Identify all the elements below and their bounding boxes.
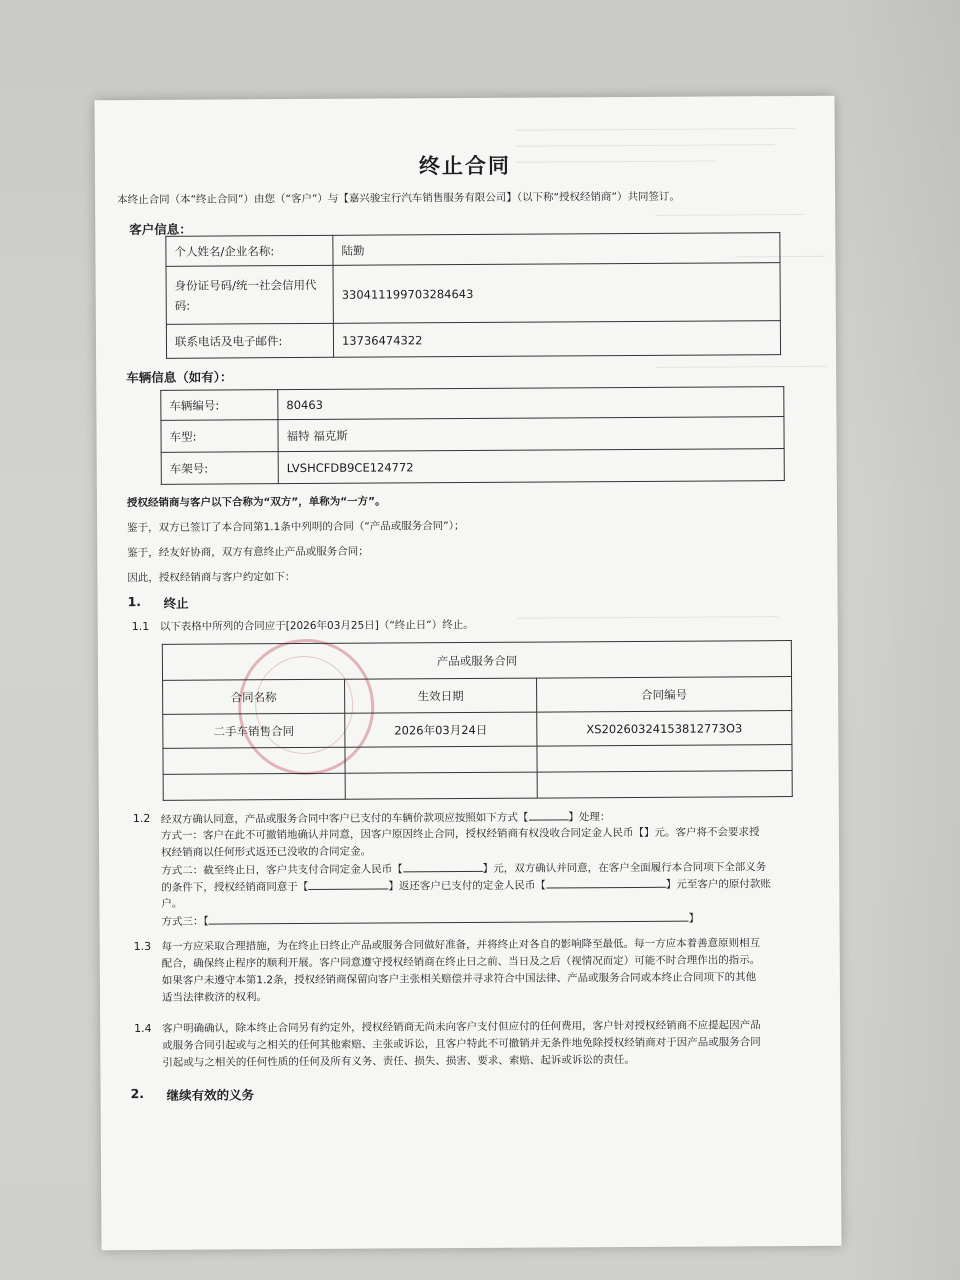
- vehicle-info-heading: 车辆信息（如有）：: [126, 369, 233, 386]
- method-2-line-a: 方式二：截至终止日，客户共支付合同定金人民币【 】元，双方确认并同意，在客户全面履行本合同项下全部义务: [161, 861, 767, 877]
- vehicle-number-value: 80463: [278, 387, 784, 420]
- contract-table: [162, 640, 793, 801]
- blank-field: [308, 877, 388, 889]
- customer-contact-value: 13736474322: [333, 321, 780, 358]
- method-2-line-c: 户。: [161, 897, 183, 910]
- vehicle-row-vin: [161, 449, 784, 485]
- method-3-line: 方式三：【 】: [161, 910, 699, 929]
- header-effective-date: 生效日期: [345, 678, 537, 713]
- table-row: [163, 711, 792, 749]
- contract-number-cell: XS20260324153812773O3: [537, 711, 792, 747]
- section-2-number: 2.: [130, 1085, 145, 1102]
- clause-1-2-number: 1.2: [132, 811, 151, 826]
- customer-name-label: 个人姓名/企业名称:: [166, 235, 333, 266]
- background-shadow: [840, 0, 960, 1280]
- method-1-line-a: 方式一：客户在此不可撤销地确认并同意，因客户原因终止合同，授权经销商有权没收合同定金人民币【】元。客户将不会要求授: [160, 826, 760, 842]
- blank-field: [528, 808, 568, 820]
- contract-name-cell: 二手车销售合同: [163, 713, 345, 748]
- customer-id-value: 330411199703284643: [333, 263, 780, 324]
- clause-1-3-line-2: 配合，确保终止程序的顺利开展。客户同意遵守授权经销商在终止日之前、当日及之后（视情况而定）可能不时合理作出的指示。: [161, 954, 761, 970]
- clause-1-4-line-1: 客户明确确认，除本终止合同另有约定外，授权经销商无尚未向客户支付但应付的任何费用，客户针对授权经销商不应提起因产品: [162, 1019, 761, 1035]
- contract-table-caption-row: [162, 641, 791, 681]
- vehicle-info-table: [160, 386, 785, 485]
- clause-1-4-number: 1.4: [134, 1021, 152, 1036]
- vehicle-row-number: [161, 387, 784, 421]
- clause-1-2-line1: 经双方确认同意，产品或服务合同中客户已支付的车辆价款项应按照如下方式【 】处理：: [161, 808, 611, 827]
- clause-1-3-line-4: 适当法律救济的权利。: [161, 991, 268, 1004]
- customer-row-contact: [166, 321, 780, 359]
- customer-id-label: 身份证号码/统一社会信用代码:: [166, 265, 333, 324]
- customer-info-table: [165, 232, 781, 359]
- clause-1-3-line-3: 如果客户未遵守本第1.2条，授权经销商保留向客户主张相关赔偿并寻求符合中国法律、产品或服务合同或本终止合同项下的其他: [161, 971, 757, 987]
- contract-table-header-row: [163, 677, 792, 715]
- contract-table-caption: 产品或服务合同: [162, 641, 791, 681]
- recital-whereas-1: 鉴于，双方已签订了本合同第1.1条中列明的合同（“产品或服务合同”）；: [127, 520, 465, 535]
- clause-1-4-line-3: 引起或与之相关的任何性质的任何及所有义务、责任、损失、损害、要求、索赔、起诉或诉讼的责任。: [162, 1053, 635, 1069]
- blank-field: [546, 876, 666, 889]
- clause-1-3-line-1: 每一方应采取合理措施，为在终止日终止产品或服务合同做好准备，并将终止对各自的影响降至最低。每一方应本着善意原则相互: [161, 937, 761, 953]
- table-row-empty: [163, 745, 792, 775]
- section-1-title: 终止: [163, 595, 189, 611]
- section-1-number: 1.: [127, 593, 142, 610]
- vehicle-model-label: 车型:: [161, 420, 278, 453]
- table-row-empty: [163, 771, 792, 801]
- section-2-title: 继续有效的义务: [166, 1087, 255, 1103]
- vehicle-vin-value: LVSHCFDB9CE124772: [278, 449, 784, 484]
- contract-page: [94, 96, 841, 1250]
- effective-date-cell: 2026年03月24日: [345, 712, 537, 747]
- vehicle-model-value: 福特 福克斯: [278, 417, 784, 452]
- clause-1-3-number: 1.3: [133, 939, 152, 954]
- customer-name-value: 陆勤: [333, 233, 780, 266]
- intro-text: 本终止合同（本“终止合同”）由您（“客户”）与【嘉兴骏宝行汽车销售服务有限公司】（以下称“授权经销商”）共同签订。: [117, 190, 681, 207]
- method-2-line-b: 的条件下，授权经销商同意于【 】返还客户已支付的定金人民币【 】元至客户的原付款账: [161, 875, 771, 895]
- clause-1-4-line-2: 或服务合同引起或与之相关的任何其他索赔、主张或诉讼，且客户特此不可撤销并无条件地免除授权经销商对于因产品或服务合同: [162, 1036, 761, 1052]
- customer-row-name: [166, 233, 780, 267]
- customer-contact-label: 联系电话及电子邮件:: [166, 323, 333, 358]
- clause-1-1-number: 1.1: [131, 619, 150, 634]
- customer-row-id: [166, 263, 780, 325]
- customer-info-heading: 客户信息：: [129, 221, 192, 238]
- header-contract-name: 合同名称: [163, 679, 345, 714]
- recital-therefore: 因此，授权经销商与客户约定如下：: [127, 571, 296, 585]
- header-contract-number: 合同编号: [537, 677, 792, 713]
- blank-field: [209, 910, 689, 925]
- recital-parties: 授权经销商与客户以下合称为“双方”，单称为“一方”。: [126, 495, 386, 510]
- clause-1-1-text: 以下表格中所列的合同应于[2026年03月25日]（“终止日”）终止。: [159, 618, 474, 633]
- vehicle-vin-label: 车架号:: [161, 452, 278, 485]
- recital-whereas-2: 鉴于，经友好协商，双方有意终止产品或服务合同；: [127, 545, 369, 560]
- vehicle-row-model: [161, 417, 784, 453]
- method-1-line-b: 权经销商以任何形式返还已没收的合同定金。: [161, 845, 372, 859]
- blank-field: [403, 860, 483, 872]
- vehicle-number-label: 车辆编号:: [161, 390, 278, 421]
- page-title: 终止合同: [418, 153, 511, 179]
